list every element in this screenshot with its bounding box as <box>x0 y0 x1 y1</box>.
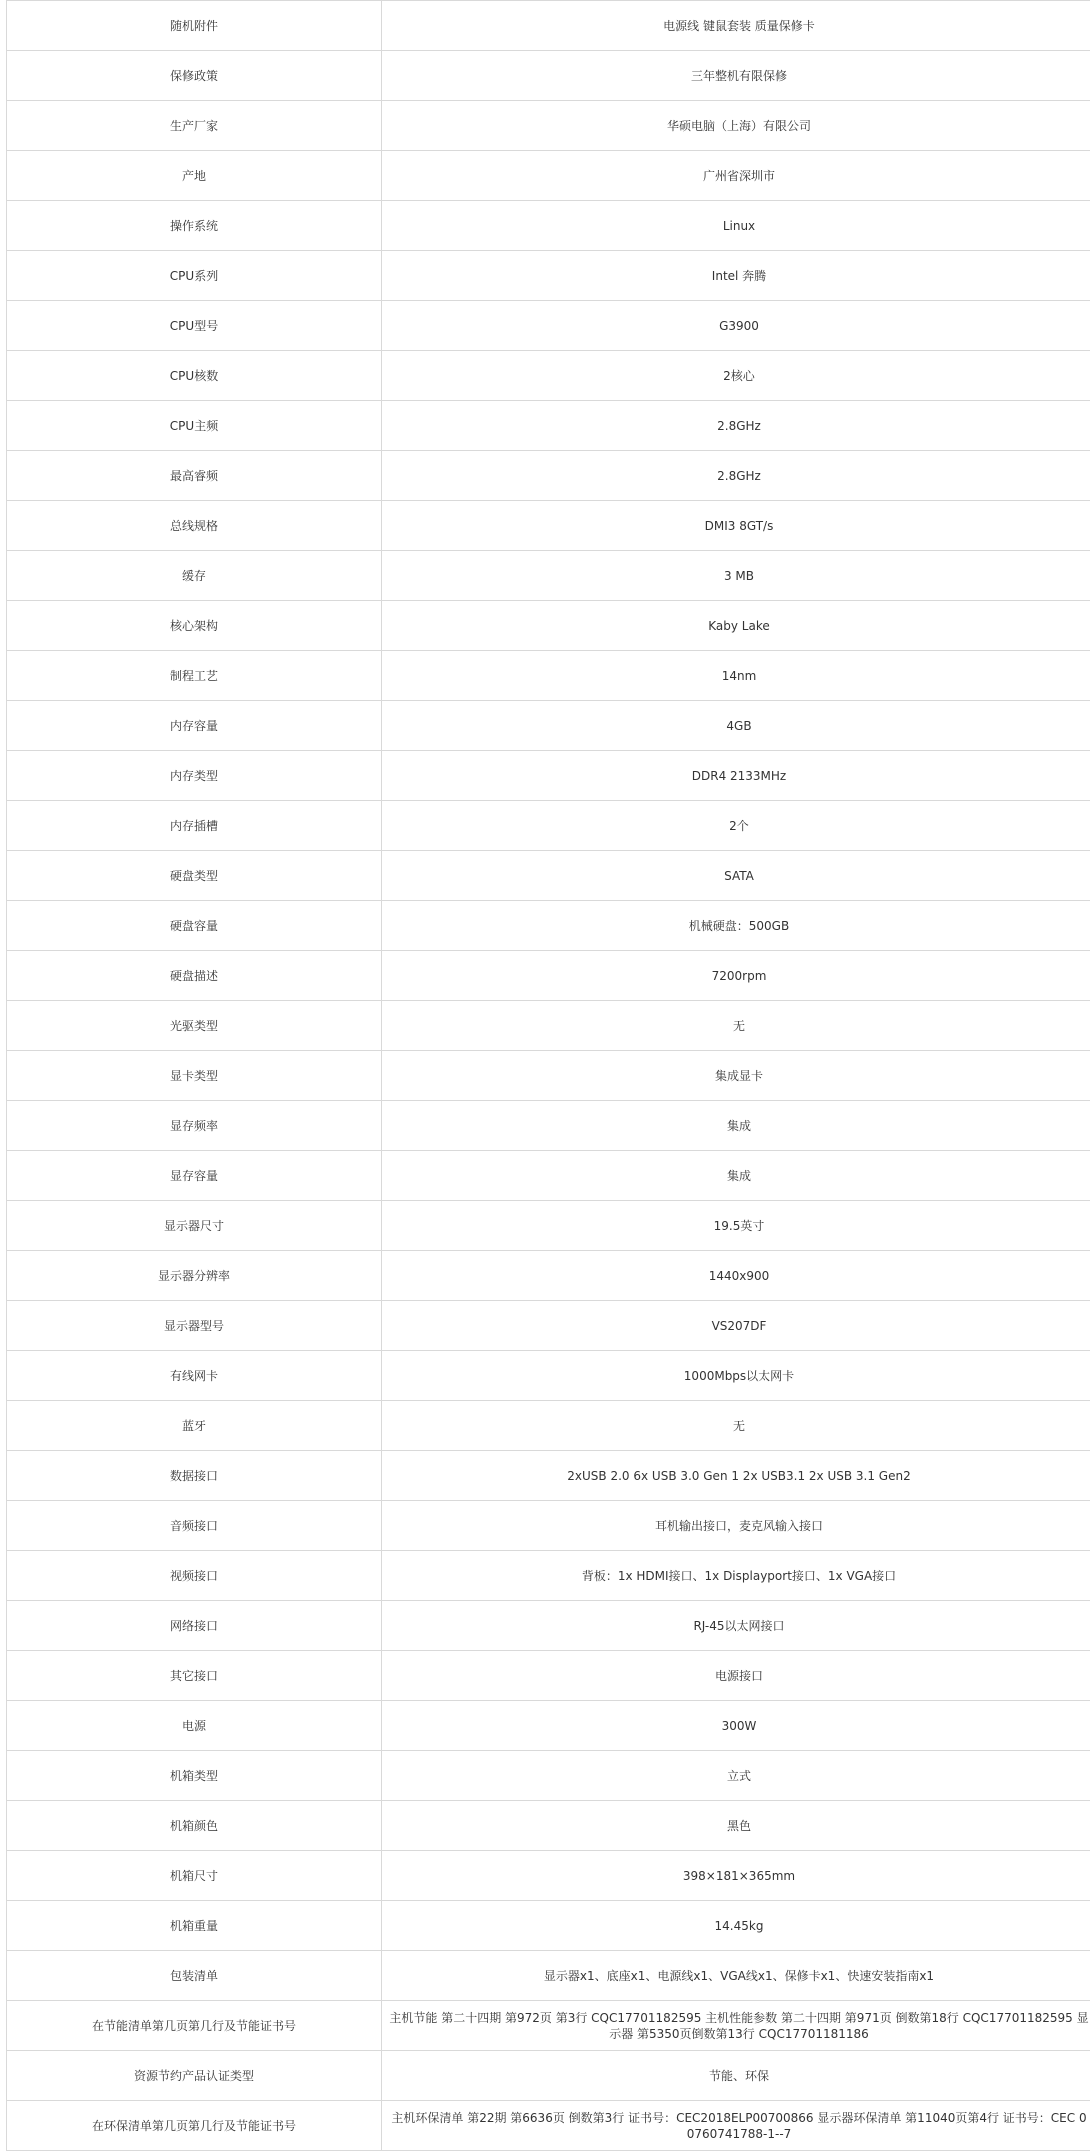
spec-label: 光驱类型 <box>7 1001 382 1051</box>
spec-label: CPU主频 <box>7 401 382 451</box>
spec-label: 显示器型号 <box>7 1301 382 1351</box>
table-row <box>7 1151 1090 1201</box>
spec-label: 操作系统 <box>7 201 382 251</box>
spec-value: 显示器x1、底座x1、电源线x1、VGA线x1、保修卡x1、快速安装指南x1 <box>382 1951 1090 2001</box>
spec-label: CPU系列 <box>7 251 382 301</box>
table-row <box>7 1501 1090 1551</box>
table-row <box>7 451 1090 501</box>
spec-value: 电源线 键鼠套装 质量保修卡 <box>382 1 1090 51</box>
table-row <box>7 1051 1090 1101</box>
spec-value: 耳机输出接口，麦克风输入接口 <box>382 1501 1090 1551</box>
spec-value: 集成显卡 <box>382 1051 1090 1101</box>
table-row <box>7 401 1090 451</box>
table-row <box>7 51 1090 101</box>
table-row <box>7 1451 1090 1501</box>
table-row <box>7 501 1090 551</box>
table-row <box>7 1201 1090 1251</box>
spec-value: 无 <box>382 1001 1090 1051</box>
spec-value: 2.8GHz <box>382 401 1090 451</box>
spec-value: 4GB <box>382 701 1090 751</box>
spec-value: SATA <box>382 851 1090 901</box>
spec-value: 广州省深圳市 <box>382 151 1090 201</box>
spec-label: 保修政策 <box>7 51 382 101</box>
spec-label: 机箱尺寸 <box>7 1851 382 1901</box>
spec-label: 视频接口 <box>7 1551 382 1601</box>
spec-label: 机箱类型 <box>7 1751 382 1801</box>
spec-value: 主机环保清单 第22期 第6636页 倒数第3行 证书号：CEC2018ELP00700866 显示器环保清单 第11040页第4行 证书号：CEC 00760741788-1--7 <box>382 2101 1090 2151</box>
spec-value: 华硕电脑（上海）有限公司 <box>382 101 1090 151</box>
spec-label: 网络接口 <box>7 1601 382 1651</box>
spec-value: Linux <box>382 201 1090 251</box>
spec-label: 蓝牙 <box>7 1401 382 1451</box>
spec-value: 1440x900 <box>382 1251 1090 1301</box>
table-row <box>7 1701 1090 1751</box>
spec-label: 内存插槽 <box>7 801 382 851</box>
spec-value: 集成 <box>382 1151 1090 1201</box>
spec-label: 显卡类型 <box>7 1051 382 1101</box>
spec-value: 集成 <box>382 1101 1090 1151</box>
spec-label: 机箱颜色 <box>7 1801 382 1851</box>
spec-value: 2个 <box>382 801 1090 851</box>
table-row <box>7 1851 1090 1901</box>
table-row <box>7 751 1090 801</box>
spec-value: 2核心 <box>382 351 1090 401</box>
table-row <box>7 1751 1090 1801</box>
spec-label: 音频接口 <box>7 1501 382 1551</box>
spec-label: 总线规格 <box>7 501 382 551</box>
spec-value: Intel 奔腾 <box>382 251 1090 301</box>
spec-label: 显示器分辨率 <box>7 1251 382 1301</box>
spec-label: 有线网卡 <box>7 1351 382 1401</box>
spec-value: RJ-45以太网接口 <box>382 1601 1090 1651</box>
table-row <box>7 1901 1090 1951</box>
table-row <box>7 1351 1090 1401</box>
spec-value: 3 MB <box>382 551 1090 601</box>
table-row <box>7 151 1090 201</box>
spec-value: 立式 <box>382 1751 1090 1801</box>
spec-label: CPU核数 <box>7 351 382 401</box>
spec-value: 19.5英寸 <box>382 1201 1090 1251</box>
spec-value: 背板：1x HDMI接口、1x Displayport接口、1x VGA接口 <box>382 1551 1090 1601</box>
table-row <box>7 2101 1090 2151</box>
spec-label: 产地 <box>7 151 382 201</box>
table-row <box>7 1951 1090 2001</box>
spec-value: G3900 <box>382 301 1090 351</box>
spec-label: 内存类型 <box>7 751 382 801</box>
spec-label: 包装清单 <box>7 1951 382 2001</box>
spec-value: 2.8GHz <box>382 451 1090 501</box>
spec-label: 其它接口 <box>7 1651 382 1701</box>
table-row <box>7 201 1090 251</box>
table-row <box>7 1251 1090 1301</box>
spec-value: 无 <box>382 1401 1090 1451</box>
spec-label: 显示器尺寸 <box>7 1201 382 1251</box>
table-row <box>7 1101 1090 1151</box>
table-row <box>7 551 1090 601</box>
table-row <box>7 1651 1090 1701</box>
spec-value: DMI3 8GT/s <box>382 501 1090 551</box>
table-row <box>7 1 1090 51</box>
spec-value: 2xUSB 2.0 6x USB 3.0 Gen 1 2x USB3.1 2x USB 3.1 Gen2 <box>382 1451 1090 1501</box>
table-row <box>7 601 1090 651</box>
spec-label: 显存容量 <box>7 1151 382 1201</box>
spec-label: 缓存 <box>7 551 382 601</box>
spec-label: 机箱重量 <box>7 1901 382 1951</box>
table-row <box>7 851 1090 901</box>
table-row <box>7 2001 1090 2051</box>
table-row <box>7 901 1090 951</box>
spec-value: 黑色 <box>382 1801 1090 1851</box>
spec-value: 主机节能 第二十四期 第972页 第3行 CQC17701182595 主机性能参数 第二十四期 第971页 倒数第18行 CQC17701182595 显示器 第5350页倒数第13行 CQC17701181186 <box>382 2001 1090 2051</box>
spec-value: VS207DF <box>382 1301 1090 1351</box>
spec-value: Kaby Lake <box>382 601 1090 651</box>
spec-value: 14.45kg <box>382 1901 1090 1951</box>
spec-label: 硬盘容量 <box>7 901 382 951</box>
table-row <box>7 2051 1090 2101</box>
table-row <box>7 701 1090 751</box>
spec-label: 制程工艺 <box>7 651 382 701</box>
spec-value: 14nm <box>382 651 1090 701</box>
spec-label: 数据接口 <box>7 1451 382 1501</box>
spec-value: 1000Mbps以太网卡 <box>382 1351 1090 1401</box>
spec-value: 300W <box>382 1701 1090 1751</box>
spec-value: 节能、环保 <box>382 2051 1090 2101</box>
spec-value: DDR4 2133MHz <box>382 751 1090 801</box>
spec-table-body <box>7 1 1090 2151</box>
spec-label: 内存容量 <box>7 701 382 751</box>
table-row <box>7 951 1090 1001</box>
spec-label: 显存频率 <box>7 1101 382 1151</box>
spec-value: 7200rpm <box>382 951 1090 1001</box>
table-row <box>7 251 1090 301</box>
table-row <box>7 351 1090 401</box>
spec-label: CPU型号 <box>7 301 382 351</box>
spec-value: 三年整机有限保修 <box>382 51 1090 101</box>
table-row <box>7 1801 1090 1851</box>
table-row <box>7 1551 1090 1601</box>
table-row <box>7 101 1090 151</box>
spec-value: 398×181×365mm <box>382 1851 1090 1901</box>
spec-label: 硬盘类型 <box>7 851 382 901</box>
table-row <box>7 1001 1090 1051</box>
spec-label: 资源节约产品认证类型 <box>7 2051 382 2101</box>
spec-label: 核心架构 <box>7 601 382 651</box>
spec-label: 在环保清单第几页第几行及节能证书号 <box>7 2101 382 2151</box>
spec-label: 最高睿频 <box>7 451 382 501</box>
table-row <box>7 1401 1090 1451</box>
table-row <box>7 301 1090 351</box>
spec-label: 生产厂家 <box>7 101 382 151</box>
spec-table <box>6 0 1090 2151</box>
spec-label: 在节能清单第几页第几行及节能证书号 <box>7 2001 382 2051</box>
spec-label: 硬盘描述 <box>7 951 382 1001</box>
spec-label: 随机附件 <box>7 1 382 51</box>
table-row <box>7 801 1090 851</box>
table-row <box>7 1301 1090 1351</box>
table-row <box>7 651 1090 701</box>
spec-label: 电源 <box>7 1701 382 1751</box>
table-row <box>7 1601 1090 1651</box>
spec-value: 机械硬盘：500GB <box>382 901 1090 951</box>
spec-value: 电源接口 <box>382 1651 1090 1701</box>
